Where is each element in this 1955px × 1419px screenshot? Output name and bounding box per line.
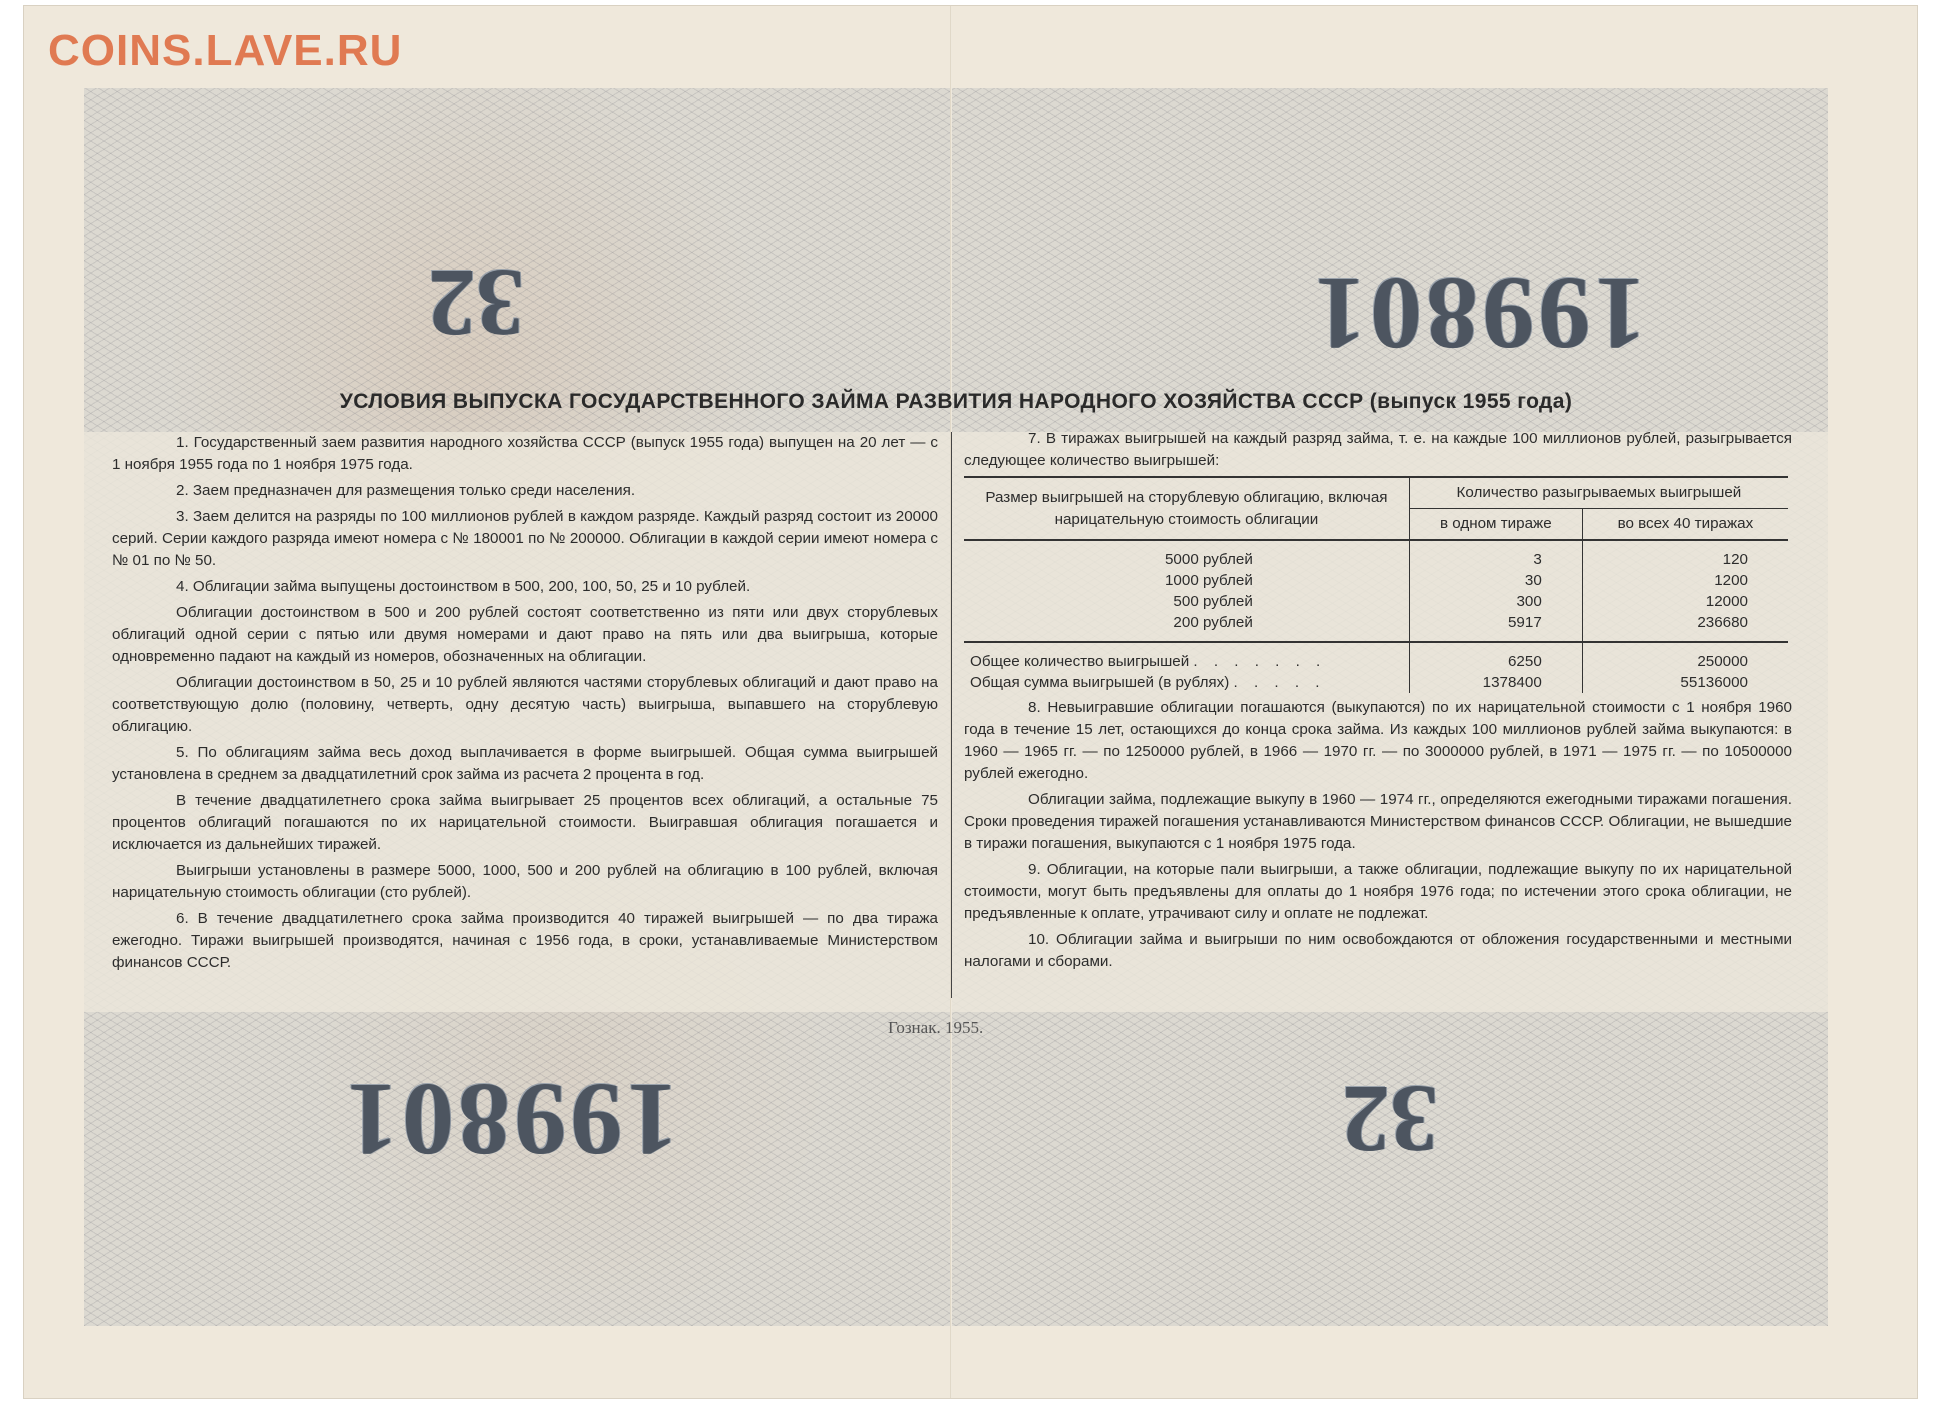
conditions-title: УСЛОВИЯ ВЫПУСКА ГОСУДАРСТВЕННОГО ЗАЙМА РАЗВИТИЯ НАРОДНОГО ХОЗЯЙСТВА СССР (выпуск 1955 года) — [339, 390, 1573, 413]
table-header-prize: Размер выигрышей на сторублевую облигацию, включая нарицательную стоимость облигации — [964, 477, 1409, 540]
total-sum-label: Общая сумма выигрышей (в рублях) — [970, 674, 1230, 691]
prize-table — [964, 476, 1788, 693]
table-row-total-sum: Общая сумма выигрышей (в рублях) . . . . . 1378400 55136000 — [964, 672, 1788, 693]
all-draws-cell: 120 — [1582, 540, 1788, 570]
total-count-one: 6250 — [1409, 642, 1582, 672]
all-draws-cell: 12000 — [1582, 591, 1788, 612]
paragraph: 9. Облигации, на которые пали выигрыши, а также облигации, подлежащие выкупу по их нарицательной стоимости, могут быть предъявлены для оплаты до 1 ноября 1976 года; по истечении этого срока облигации, не предъявленные к оплате, утрачивают силу и оплате не подлежат. — [964, 861, 1792, 922]
table-header-all-draws: во всех 40 тиражах — [1582, 509, 1788, 541]
table-header-one-draw: в одном тираже — [1409, 509, 1582, 541]
one-draw-cell: 30 — [1409, 570, 1582, 591]
table-row — [964, 591, 1788, 612]
total-sum-one: 1378400 — [1409, 672, 1582, 693]
conditions-left-column — [112, 432, 938, 978]
paragraph: 5. По облигациям займа весь доход выплачивается в форме выигрышей. Общая сумма выигрышей установлена в среднем за двадцатилетний срок займа из расчета 2 процента в год. — [112, 744, 938, 783]
total-sum-all: 55136000 — [1582, 672, 1788, 693]
series-number-bottom: 32 — [1342, 1066, 1438, 1173]
one-draw-cell: 3 — [1409, 540, 1582, 570]
paragraph: Облигации достоинством в 500 и 200 рублей состоят соответственно из пяти или двух сторублевых облигаций одной серии с пятью или двумя номерами и дают право на пять или два выигрыша, которые одновременно падают на каждый из номеров, обозначенных на облигации. — [112, 604, 938, 665]
paragraph: 7. В тиражах выигрышей на каждый разряд займа, т. е. на каждые 100 миллионов рублей, разыгрывается следующее количество выигрышей: — [964, 430, 1792, 469]
paragraph: Облигации займа, подлежащие выкупу в 1960 — 1974 гг., определяются ежегодными тиражами погашения. Сроки проведения тиражей погашения устанавливаются Министерством финансов СССР. Облигации, не вышедшие в тиражи погашения, выкупаются с 1 ноября 1975 года. — [964, 791, 1792, 852]
paragraph: В течение двадцатилетнего срока займа выигрывает 25 процентов всех облигаций, а остальные 75 процентов облигаций погашаются по их нарицательной стоимости. Выигравшая облигация погашается и исключается из дальнейших тиражей. — [112, 792, 938, 853]
paragraph: 2. Заем предназначен для размещения только среди населения. — [176, 482, 636, 499]
table-row — [964, 612, 1788, 642]
paragraph: Облигации достоинством в 50, 25 и 10 рублей являются частями сторублевых облигаций и дают право на соответствующую долю (половину, четверть, одну десятую часть) выигрыша, выпавшего на сторублевую облигацию. — [112, 674, 938, 735]
printer-imprint: Гознак. 1955. — [888, 1018, 984, 1037]
paragraph: 10. Облигации займа и выигрыши по ним освобождаются от обложения государственными и местными налогами и сборами. — [964, 931, 1792, 970]
all-draws-cell: 1200 — [1582, 570, 1788, 591]
serial-number-top: 199801 — [1310, 256, 1646, 371]
table-row — [964, 540, 1788, 570]
serial-number-bottom: 199801 — [342, 1062, 678, 1177]
table-row — [964, 570, 1788, 591]
watermark: COINS.LAVE.RU — [48, 26, 403, 75]
paragraph: 1. Государственный заем развития народного хозяйства СССР (выпуск 1955 года) выпущен на 20 лет — с 1 ноября 1955 года по 1 ноября 1975 года. — [112, 434, 938, 473]
total-count-label: Общее количество выигрышей — [970, 653, 1190, 670]
table-header-group: Количество разыгрываемых выигрышей — [1409, 477, 1788, 509]
one-draw-cell: 5917 — [1409, 612, 1582, 642]
column-divider — [951, 432, 952, 998]
one-draw-cell: 300 — [1409, 591, 1582, 612]
prize-cell: 500 рублей — [1173, 593, 1253, 610]
all-draws-cell: 236680 — [1582, 612, 1788, 642]
table-row-total-count: Общее количество выигрышей . . . . . . . 6250 250000 — [964, 642, 1788, 672]
conditions-right-column — [964, 428, 1792, 977]
paragraph: 8. Невыигравшие облигации погашаются (выкупаются) по их нарицательной стоимости с 1 ноября 1960 года в течение 15 лет, остающихся до конца срока займа. Из каждых 100 миллионов рублей займа выкупаются: в 1960 — 1965 гг. — по 1250000 рублей, в 1966 — 1970 гг. — по 3000000 рублей, в 1971 — 1975 гг. — по 10500000 рублей ежегодно. — [964, 699, 1792, 782]
paragraph: Выигрыши установлены в размере 5000, 1000, 500 и 200 рублей на облигацию в 100 рублей, включая нарицательную стоимость облигации (сто рублей). — [112, 862, 938, 901]
prize-cell: 200 рублей — [1173, 614, 1253, 631]
paragraph: 6. В течение двадцатилетнего срока займа производится 40 тиражей выигрышей — по два тиража ежегодно. Тиражи выигрышей производятся, начиная с 1956 года, в сроки, устанавливаемые Министерством финансов СССР. — [112, 910, 938, 971]
total-count-all: 250000 — [1582, 642, 1788, 672]
paragraph: 3. Заем делится на разряды по 100 миллионов рублей в каждом разряде. Каждый разряд состоит из 20000 серий. Серии каждого разряда имеют номера с № 180001 по № 200000. Облигации в каждой серии имеют номера с № 01 по № 50. — [112, 508, 938, 569]
paragraph: 4. Облигации займа выпущены достоинством в 500, 200, 100, 50, 25 и 10 рублей. — [176, 578, 751, 595]
prize-cell: 1000 рублей — [1164, 572, 1253, 589]
series-number-top: 32 — [428, 250, 524, 357]
prize-cell: 5000 рублей — [1164, 551, 1253, 568]
